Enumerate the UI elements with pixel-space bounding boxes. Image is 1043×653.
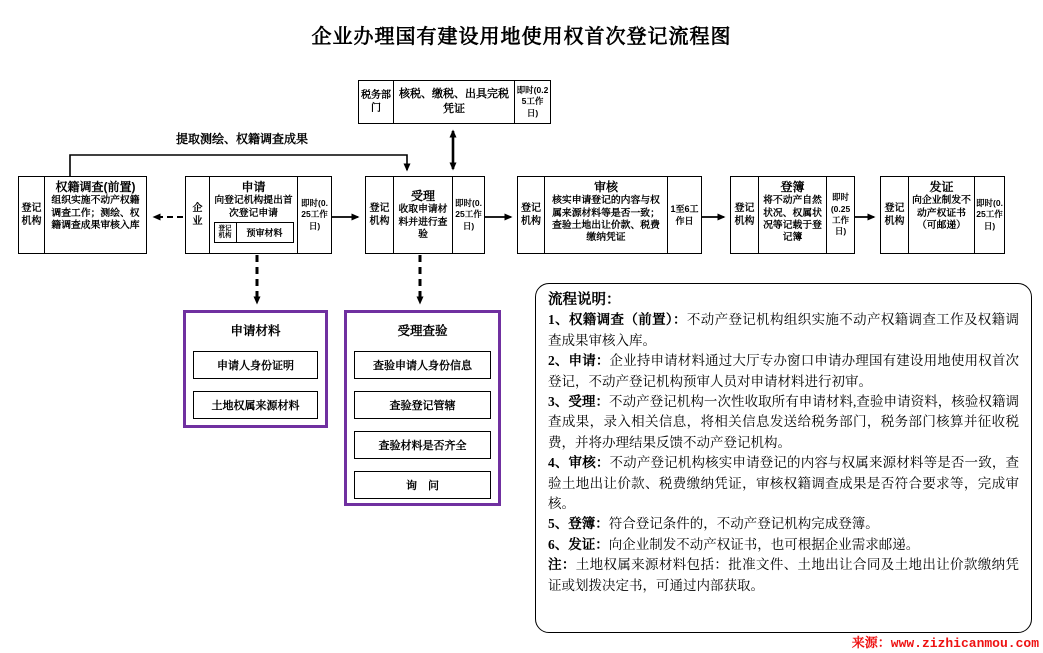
note-item-3-label: 3、受理：: [548, 394, 610, 410]
check-item-inquiry: 询 问: [354, 471, 491, 499]
step-apply-time: 即时(0.25工作日): [297, 177, 331, 253]
note-item-6: [548, 535, 1019, 555]
note-item-remark-label: 注：: [548, 557, 576, 573]
step-issue-actor: 登记机构: [881, 177, 909, 253]
step-apply-actor: 企业: [186, 177, 210, 253]
note-item-5-text: 符合登记条件的，不动产登记机构完成登簿。: [608, 516, 879, 532]
step-apply-preaudit-actor: 登记机构: [215, 223, 237, 242]
step-apply-title: 申请: [241, 180, 266, 194]
step-survey-box: [18, 176, 147, 254]
step-review-time: 1至6工作日: [667, 177, 701, 253]
step-issue-body: 向企业制发不动产权证书（可邮递）: [912, 195, 971, 231]
note-item-remark: [548, 555, 1019, 596]
check-item-completeness: 查验材料是否齐全: [354, 431, 491, 459]
note-item-1-text: 不动产登记机构组织实施不动产权籍调查工作及权籍调查成果审核入库。: [548, 312, 1020, 348]
source-watermark: 来源：www.zizhicanmou.com: [851, 636, 1039, 651]
note-item-2-label: 2、申请：: [548, 353, 610, 369]
step-apply-preaudit-label: 预审材料: [246, 227, 283, 238]
application-materials-box: [183, 310, 328, 428]
note-item-6-label: 6、发证：: [548, 536, 609, 552]
step-survey-title: 权籍调查(前置): [55, 180, 136, 194]
step-record-time: 即时(0.25工作日): [826, 177, 854, 253]
page-title: 企业办理国有建设用地使用权首次登记流程图: [311, 26, 732, 48]
note-item-2: [548, 351, 1019, 392]
note-item-2-text: 企业持申请材料通过大厅专办窗口申请办理国有建设用地使用权首次登记，不动产登记机构预审人员对申请材料进行初审。: [548, 353, 1020, 389]
note-item-4-label: 4、审核：: [548, 455, 610, 471]
note-item-1-label: 1、权籍调查（前置）：: [548, 312, 687, 328]
note-item-5: [548, 514, 1019, 534]
step-review-title: 审核: [593, 180, 618, 194]
connector-extract-route: [70, 155, 407, 176]
note-item-3: [548, 392, 1019, 453]
tax-actor-label: 税务部门: [359, 81, 394, 123]
step-record-body: 将不动产自然状况、权属状况等记载于登记簿: [763, 195, 822, 244]
note-item-4: [548, 453, 1019, 514]
step-review-body: 核实申请登记的内容与权属来源材料等是否一致；查验土地出让价款、税费缴纳凭证: [552, 195, 660, 244]
step-apply-body: 向登记机构提出首次登记申请: [214, 195, 293, 219]
step-accept-title: 受理: [410, 188, 435, 203]
note-item-6-text: 向企业制发不动产权证书，也可根据企业需求邮递。: [608, 536, 920, 552]
tax-department-box: [358, 80, 551, 124]
step-issue-box: [880, 176, 1005, 254]
step-accept-time: 即时(0.25工作日): [452, 177, 484, 253]
step-record-actor: 登记机构: [731, 177, 759, 253]
process-notes-box: [535, 283, 1032, 633]
tax-action-label: 核税、缴税、出具完税凭证: [399, 88, 509, 115]
application-materials-title: 申请材料: [230, 324, 281, 338]
note-item-remark-text: 土地权属来源材料包括：批准文件、土地出让合同及土地出让价款缴纳凭证或划拨决定书，可通过内部获取。: [548, 557, 1020, 593]
acceptance-checks-box: [344, 310, 501, 506]
acceptance-checks-title: 受理查验: [397, 324, 448, 338]
tax-time-label: 即时(0.25工作日): [514, 81, 550, 123]
note-item-5-label: 5、登簿：: [548, 516, 609, 532]
notes-title: 流程说明：: [548, 292, 621, 308]
step-issue-time: 即时(0.25工作日): [974, 177, 1004, 253]
step-apply-preaudit-box: [214, 222, 294, 243]
step-issue-title: 发证: [929, 180, 954, 194]
note-item-3-text: 不动产登记机构一次性收取所有申请材料,查验申请资料，核验权籍调查成果，录入相关信息，将相关信息发送给税务部门，税务部门核算并征收税费，并将办理结果反馈不动产登记机构。: [548, 394, 1020, 450]
check-item-jurisdiction: 查验登记管辖: [354, 391, 491, 419]
note-item-1: [548, 310, 1019, 351]
step-review-box: [517, 176, 702, 254]
step-accept-actor: 登记机构: [366, 177, 394, 253]
step-apply-box: [185, 176, 332, 254]
step-accept-box: [365, 176, 485, 254]
note-item-4-text: 不动产登记机构核实申请登记的内容与权属来源材料等是否一致，查验土地出让价款、税费缴纳凭证，审核权籍调查成果是否符合要求等，完成审核。: [548, 455, 1020, 512]
extract-results-label: 提取测绘、权籍调查成果: [176, 132, 309, 146]
material-item-land-source: 土地权属来源材料: [193, 391, 318, 419]
step-record-box: [730, 176, 855, 254]
step-record-title: 登簿: [780, 180, 805, 194]
step-review-actor: 登记机构: [518, 177, 545, 253]
step-survey-body: 组织实施不动产权籍调查工作；测绘、权籍调查成果审核入库: [51, 195, 140, 231]
step-accept-body: 收取申请材料并进行查验: [398, 204, 448, 240]
material-item-identity: 申请人身份证明: [193, 351, 318, 379]
check-item-identity: 查验申请人身份信息: [354, 351, 491, 379]
step-survey-actor: 登记机构: [19, 177, 45, 253]
